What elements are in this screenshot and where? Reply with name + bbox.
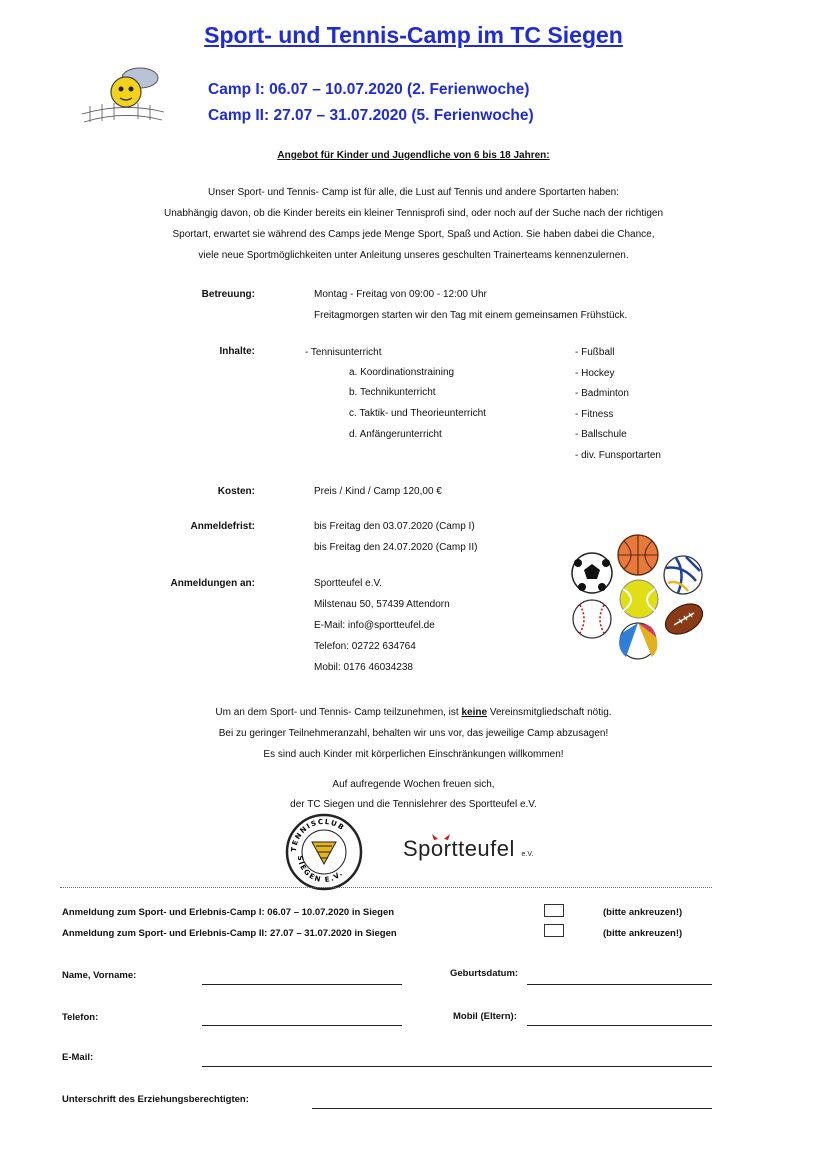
betreuung-time: Montag - Freitag von 09:00 - 12:00 Uhr	[314, 289, 487, 300]
signature-field[interactable]	[312, 1108, 712, 1109]
sport-item: - Badminton	[575, 388, 629, 399]
contact-address: Milstenau 50, 57439 Attendorn	[314, 599, 450, 610]
name-field[interactable]	[202, 984, 402, 985]
sport-item: - Ballschule	[575, 429, 627, 440]
betreuung-note: Freitagmorgen starten wir den Tag mit einem gemeinsamen Frühstück.	[314, 310, 628, 321]
sport-item: - Hockey	[575, 368, 615, 379]
camp-1-dates: Camp I: 06.07 – 10.07.2020 (2. Ferienwoche)	[208, 81, 530, 98]
intro-line: Unser Sport- und Tennis- Camp ist für alle, die Lust auf Tennis und andere Sportarten haben:	[208, 187, 619, 198]
contact-email: E-Mail: info@sportteufel.de	[314, 620, 435, 631]
membership-note-pre: Um an dem Sport- und Tennis- Camp teilzunehmen, ist	[215, 707, 462, 718]
inhalte-label: Inhalte:	[219, 346, 255, 357]
camp-1-checkbox[interactable]	[544, 904, 564, 917]
phone-label: Telefon:	[62, 1012, 99, 1023]
membership-note-post: Vereinsmitgliedschaft nötig.	[487, 707, 612, 718]
cancellation-note: Bei zu geringer Teilnehmeranzahl, behalten wir uns vor, das jeweilige Camp abzusagen!	[218, 728, 609, 739]
kosten-label: Kosten:	[217, 486, 255, 497]
sportteufel-logo-text: Sportteufel	[403, 836, 515, 861]
membership-note	[0, 707, 827, 718]
contact-phone: Telefon: 02722 634764	[314, 641, 416, 652]
phone-field[interactable]	[202, 1025, 402, 1026]
club-logo-top-text: TENNISCLUB	[289, 817, 347, 853]
page-title: Sport- und Tennis-Camp im TC Siegen	[204, 22, 623, 48]
sports-balls-icon	[566, 533, 708, 661]
intro-line: Sportart, erwartet sie während des Camps jede Menge Sport, Spaß und Action. Sie haben dabei die Chance,	[172, 229, 655, 240]
betreuung-label: Betreuung:	[201, 289, 255, 300]
tennis-sub-item: c. Taktik- und Theorieunterricht	[349, 408, 486, 419]
cut-line	[60, 887, 712, 888]
club-logo-bottom-text: SIEGEN E.V.	[295, 855, 345, 885]
tennis-mascot-icon	[78, 64, 168, 124]
frist-label: Anmeldefrist:	[190, 521, 255, 532]
mobile-label: Mobil (Eltern):	[453, 1011, 517, 1022]
frist-camp-2: bis Freitag den 24.07.2020 (Camp II)	[314, 542, 478, 553]
tennis-sub-item: d. Anfängerunterricht	[349, 429, 442, 440]
camp-2-checkbox[interactable]	[544, 924, 564, 937]
tennis-sub-item: a. Koordinationstraining	[349, 367, 455, 378]
club-logo	[284, 812, 364, 892]
greeting-line-1: Auf aufregende Wochen freuen sich,	[332, 779, 495, 790]
tennis-sub-item: b. Technikunterricht	[349, 387, 436, 398]
tennis-item: - Tennisunterricht	[305, 347, 382, 358]
contact-mobile: Mobil: 0176 46034238	[314, 662, 413, 673]
devil-horns-icon	[431, 833, 451, 841]
mobile-field[interactable]	[527, 1025, 712, 1026]
register-camp-1-label: Anmeldung zum Sport- und Erlebnis-Camp I: 06.07 – 10.07.2020 in Siegen	[62, 907, 395, 918]
name-label: Name, Vorname:	[62, 970, 137, 981]
offer-heading: Angebot für Kinder und Jugendliche von 6 bis 18 Jahren:	[277, 150, 550, 161]
inclusion-note: Es sind auch Kinder mit körperlichen Einschränkungen willkommen!	[263, 749, 564, 760]
tick-hint-2: (bitte ankreuzen!)	[603, 928, 683, 939]
birthdate-label: Geburtsdatum:	[450, 968, 519, 979]
kosten-value: Preis / Kind / Camp 120,00 €	[314, 486, 442, 497]
anmeldung-label: Anmeldungen an:	[170, 578, 255, 589]
sport-item: - Fußball	[575, 347, 615, 358]
tick-hint-1: (bitte ankreuzen!)	[603, 907, 683, 918]
email-label: E-Mail:	[62, 1052, 94, 1063]
sport-item: - div. Funsportarten	[575, 450, 661, 461]
intro-line: Unabhängig davon, ob die Kinder bereits ein kleiner Tennisprofi sind, oder noch auf der Suche nach der richtigen	[163, 208, 664, 219]
membership-note-emphasis: keine	[461, 707, 488, 718]
register-camp-2-label: Anmeldung zum Sport- und Erlebnis-Camp II: 27.07 – 31.07.2020 in Siegen	[62, 928, 397, 939]
sportteufel-logo-suffix: e.V.	[521, 851, 534, 858]
camp-2-dates: Camp II: 27.07 – 31.07.2020 (5. Ferienwoche)	[208, 107, 534, 124]
intro-line: viele neue Sportmöglichkeiten unter Anleitung unseres geschulten Trainerteams kennenzulernen.	[198, 250, 629, 261]
club-seal-icon	[284, 812, 364, 892]
birthdate-field[interactable]	[527, 984, 712, 985]
sport-item: - Fitness	[575, 409, 614, 420]
signature-label: Unterschrift des Erziehungsberechtigten:	[62, 1094, 249, 1105]
contact-org: Sportteufel e.V.	[314, 578, 383, 589]
sportteufel-logo	[403, 836, 533, 862]
frist-camp-1: bis Freitag den 03.07.2020 (Camp I)	[314, 521, 475, 532]
intro-text	[0, 182, 827, 266]
greeting-line-2: der TC Siegen und die Tennislehrer des Sportteufel e.V.	[290, 799, 537, 810]
email-field[interactable]	[202, 1066, 712, 1067]
